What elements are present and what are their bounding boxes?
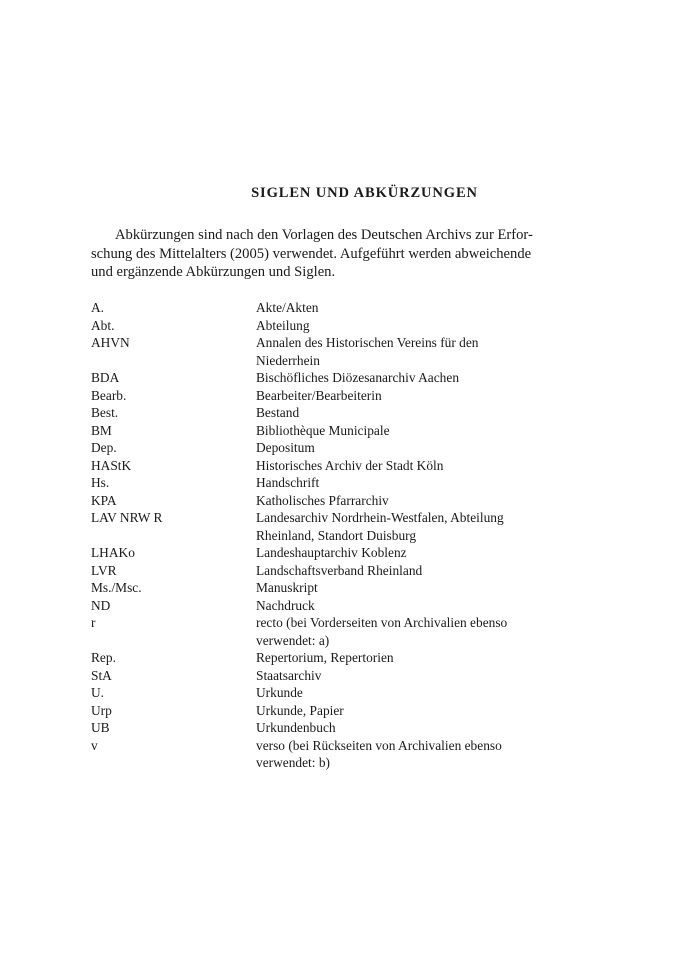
abbreviation-meaning-line: Bearbeiter/Bearbeiterin [256, 387, 382, 403]
intro-line: schung des Mittelalters (2005) verwendet. Aufgeführt werden abweichende [91, 245, 532, 262]
abbreviation-term: r [91, 615, 96, 630]
abbreviation-meaning [256, 439, 561, 457]
abbreviation-meaning [256, 422, 561, 440]
abbreviation-entry [91, 737, 561, 772]
abbreviation-entry [91, 457, 561, 475]
abbreviation-meaning [256, 492, 561, 510]
abbreviation-meaning-line: Bibliothèque Municipale [256, 422, 390, 438]
abbreviation-term: BDA [91, 370, 120, 385]
abbreviation-term: AHVN [91, 335, 130, 350]
abbreviation-entry [91, 299, 561, 317]
abbreviation-meaning-line: Katholisches Pfarrarchiv [256, 492, 389, 508]
abbreviation-term: Rep. [91, 650, 116, 665]
abbreviation-meaning [256, 544, 561, 562]
abbreviation-meaning [256, 702, 561, 720]
abbreviation-meaning-line: Repertorium, Repertorien [256, 650, 394, 665]
abbreviation-meaning [256, 457, 561, 475]
abbreviation-meaning-line: Rheinland, Standort Duisburg [256, 527, 417, 543]
abbreviation-meaning [256, 509, 561, 544]
abbreviation-meaning-line: Historisches Archiv der Stadt Köln [256, 457, 444, 473]
abbreviation-meaning-line: Abteilung [256, 317, 310, 333]
abbreviation-term: v [91, 737, 98, 753]
abbreviation-term: StA [91, 667, 112, 683]
intro-line: Abkürzungen sind nach den Vorlagen des Deutschen Archivs zur Erfor- [115, 227, 533, 243]
abbreviation-term: BM [91, 422, 112, 438]
abbreviation-meaning-line: Landschaftsverband Rheinland [256, 562, 423, 578]
abbreviation-meaning-line: Nachdruck [256, 597, 315, 613]
abbreviation-meaning-line: Handschrift [256, 475, 320, 490]
abbreviation-term: KPA [91, 492, 117, 508]
abbreviation-meaning [256, 369, 561, 387]
abbreviation-term: LHAKo [91, 545, 135, 560]
abbreviation-meaning-line: Manuskript [256, 580, 318, 595]
abbreviation-term: ND [91, 597, 111, 613]
abbreviation-meaning-line: verwendet: b) [256, 755, 330, 770]
abbreviation-entry [91, 317, 561, 335]
abbreviation-meaning [256, 317, 561, 335]
abbreviation-meaning-line: Urkunde [256, 685, 303, 700]
abbreviation-meaning [256, 562, 561, 580]
abbreviation-meaning-line: Urkundenbuch [256, 720, 336, 735]
abbreviation-meaning [256, 667, 561, 685]
abbreviation-meaning-line: Urkunde, Papier [256, 702, 344, 718]
abbreviation-meaning-line: Depositum [256, 440, 315, 455]
abbreviation-term: Ms./Msc. [91, 580, 142, 595]
abbreviation-term: UB [91, 720, 110, 735]
abbreviation-meaning-line: Staatsarchiv [256, 667, 322, 683]
abbreviation-entry [91, 387, 561, 405]
intro-line: und ergänzende Abkürzungen und Siglen. [91, 264, 336, 281]
abbreviation-entry [91, 667, 561, 685]
abbreviation-meaning-line: Niederrhein [256, 352, 320, 368]
abbreviation-entry [91, 474, 561, 492]
abbreviation-meaning [256, 404, 561, 422]
abbreviation-meaning [256, 614, 561, 649]
abbreviation-entry [91, 492, 561, 510]
abbreviation-term: Abt. [91, 317, 115, 333]
abbreviation-meaning-line: Landesarchiv Nordrhein-Westfalen, Abteilung [256, 510, 504, 525]
abbreviation-entry [91, 544, 561, 562]
abbreviation-entry [91, 404, 561, 422]
abbreviation-term: HAStK [91, 457, 132, 473]
abbreviation-term: Bearb. [91, 387, 127, 403]
abbreviation-entry [91, 562, 561, 580]
abbreviation-meaning-line: Akte/Akten [256, 300, 319, 315]
abbreviation-term: Dep. [91, 440, 117, 455]
abbreviation-meaning-line: verso (bei Rückseiten von Archivalien ebenso [256, 737, 502, 753]
abbreviation-entry [91, 369, 561, 387]
abbreviation-entry [91, 597, 561, 615]
abbreviation-term: U. [91, 685, 105, 700]
abbreviation-meaning [256, 334, 561, 369]
abbreviation-list [91, 299, 561, 772]
abbreviation-entry [91, 334, 561, 369]
abbreviation-meaning [256, 474, 561, 492]
abbreviation-meaning [256, 737, 561, 772]
abbreviation-meaning-line: Landeshauptarchiv Koblenz [256, 545, 407, 560]
abbreviation-entry [91, 684, 561, 702]
intro-paragraph [91, 226, 551, 282]
abbreviation-entry [91, 702, 561, 720]
abbreviation-entry [91, 614, 561, 649]
page-title: SIGLEN UND ABKÜRZUNGEN [251, 184, 478, 201]
abbreviation-entry [91, 422, 561, 440]
abbreviation-entry [91, 579, 561, 597]
abbreviation-term: LAV NRW R [91, 510, 163, 525]
abbreviation-meaning [256, 299, 561, 317]
abbreviation-meaning-line: Bischöfliches Diözesanarchiv Aachen [256, 370, 460, 385]
abbreviation-meaning [256, 649, 561, 667]
abbreviation-meaning-line: Annalen des Historischen Vereins für den [256, 335, 479, 350]
abbreviation-meaning [256, 597, 561, 615]
abbreviation-term: Urp [91, 702, 112, 718]
abbreviation-meaning-line: Bestand [256, 405, 300, 420]
abbreviation-term: Hs. [91, 475, 110, 490]
abbreviation-meaning-line: recto (bei Vorderseiten von Archivalien ebenso [256, 615, 508, 630]
abbreviation-entry [91, 649, 561, 667]
abbreviation-entry [91, 439, 561, 457]
abbreviation-term: LVR [91, 562, 117, 578]
abbreviation-meaning-line: verwendet: a) [256, 632, 330, 648]
abbreviation-term: Best. [91, 405, 119, 420]
abbreviation-meaning [256, 387, 561, 405]
abbreviation-meaning [256, 579, 561, 597]
abbreviation-entry [91, 509, 561, 544]
abbreviation-term: A. [91, 300, 105, 315]
abbreviation-meaning [256, 684, 561, 702]
abbreviation-entry [91, 719, 561, 737]
abbreviation-meaning [256, 719, 561, 737]
